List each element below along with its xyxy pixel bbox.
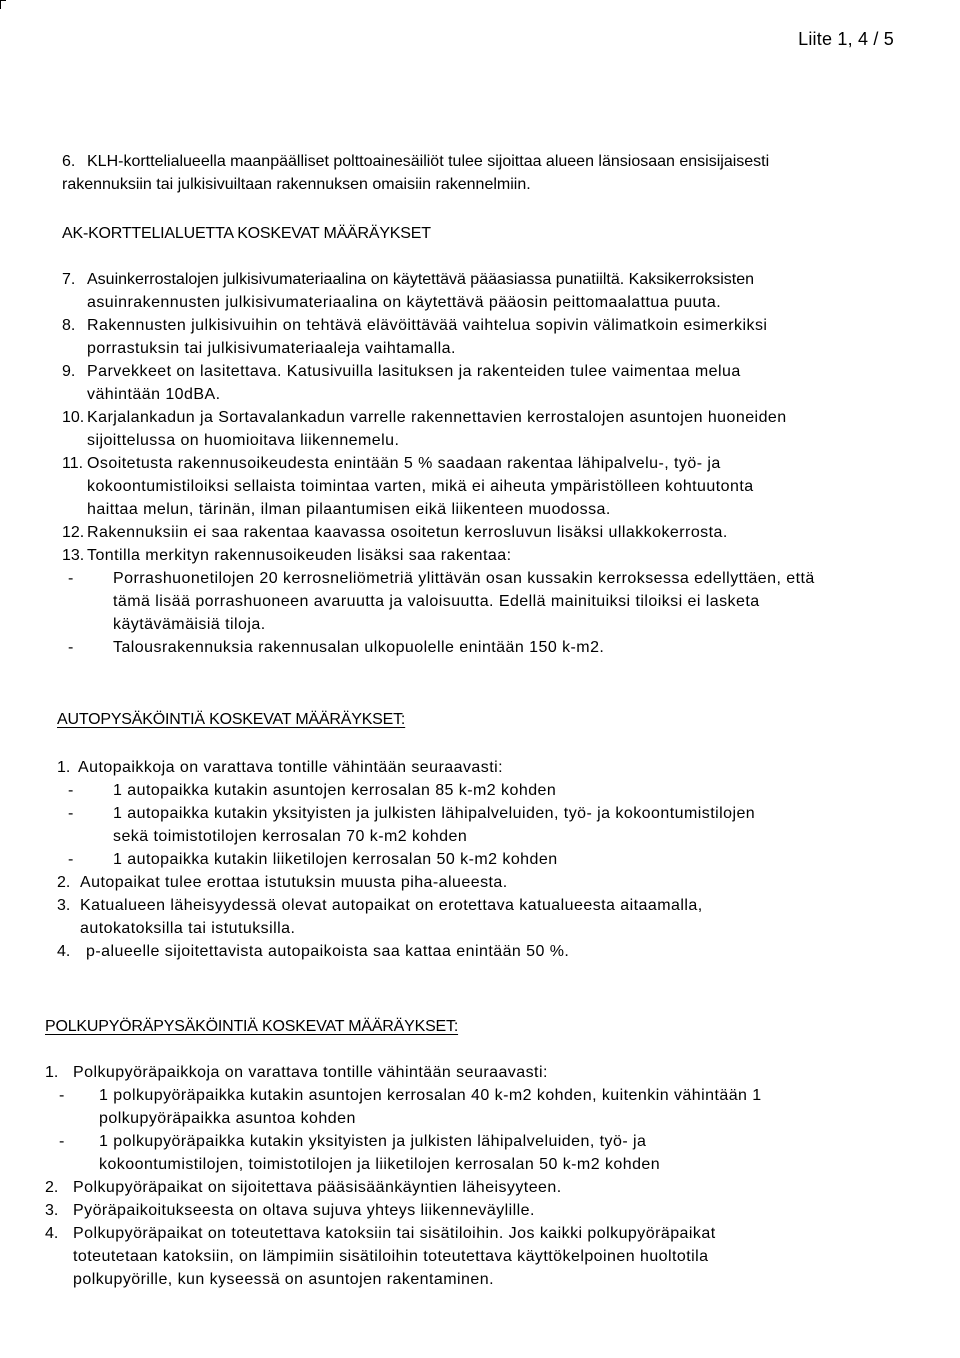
bullet-dash: - <box>68 639 74 656</box>
bullet-text-line: 1 autopaikka kutakin asuntojen kerrosalan 85 k-m2 kohden <box>113 782 557 799</box>
item-number: 4. <box>45 1225 59 1242</box>
item-number: 1. <box>57 759 71 776</box>
item-text-line: asuinrakennusten julkisivumateriaalina on käytettävä pääosin peittomaalattua puuta. <box>87 294 722 311</box>
item-text-line: kokoontumistiloiksi sellaista toimintaa varten, mikä ei aiheuta ympäristölleen kohtuutonta <box>87 478 754 495</box>
item-number: 6. <box>62 153 76 170</box>
item-text-line: vähintään 10dBA. <box>87 386 221 403</box>
item-number: 13. <box>62 547 85 564</box>
item-text-line: Polkupyöräpaikkoja on varattava tontille vähintään seuraavasti: <box>73 1064 548 1081</box>
bullet-text-line: Talousrakennuksia rakennusalan ulkopuolelle enintään 150 k-m2. <box>113 639 605 656</box>
item-text-line: Osoitetusta rakennusoikeudesta enintään 5 % saadaan rakentaa lähipalvelu-, työ- ja <box>87 455 721 472</box>
bullet-dash: - <box>59 1087 65 1104</box>
item-text-line: Rakennusten julkisivuihin on tehtävä elävöittävää vaihtelua sopivin välimatkoin esimerkiksi <box>87 317 768 334</box>
item-text-line: Parvekkeet on lasitettava. Katusivuilla lasituksen ja rakenteiden tulee vaimentaa melua <box>87 363 741 380</box>
item-text-line: KLH-korttelialueella maanpäälliset polttoainesäiliöt tulee sijoittaa alueen länsiosaan ensisijaisesti <box>87 153 770 170</box>
item-text-line: sijoittelussa on huomioitava liikennemelu. <box>87 432 400 449</box>
item-text-line: Rakennuksiin ei saa rakentaa kaavassa osoitetun kerrosluvun lisäksi ullakkokerrosta. <box>87 524 728 541</box>
item-text-line: Katualueen läheisyydessä olevat autopaikat on erotettava katualueesta aitaamalla, <box>80 897 703 914</box>
item-text-line: Autopaikat tulee erottaa istutuksin muusta piha-alueesta. <box>80 874 508 891</box>
item-text-line: Polkupyöräpaikat on sijoitettava pääsisäänkäyntien läheisyyteen. <box>73 1179 562 1196</box>
section-title-auto: AUTOPYSÄKÖINTIÄ KOSKEVAT MÄÄRÄYKSET: <box>57 711 406 728</box>
item-text-line: toteutetaan katoksiin, on lämpimiin sisätiloihin toteutettava käyttökelpoinen huoltotila <box>73 1248 709 1265</box>
bullet-text-line: 1 polkupyöräpaikka kutakin asuntojen kerrosalan 40 k-m2 kohden, kuitenkin vähintään 1 <box>99 1087 762 1104</box>
bullet-text-line: 1 autopaikka kutakin liiketilojen kerrosalan 50 k-m2 kohden <box>113 851 558 868</box>
item-text-line: p-alueelle sijoitettavista autopaikoista saa kattaa enintään 50 %. <box>86 943 570 960</box>
bullet-text-line: polkupyöräpaikka asuntoa kohden <box>99 1110 356 1127</box>
item-text-line: Karjalankadun ja Sortavalankadun varrelle rakennettavien kerrostalojen asuntojen huoneiden <box>87 409 787 426</box>
item-number: 2. <box>45 1179 59 1196</box>
bullet-dash: - <box>68 805 74 822</box>
item-number: 11. <box>62 455 84 472</box>
section-title-ak: AK-KORTTELIALUETTA KOSKEVAT MÄÄRÄYKSET <box>62 225 431 242</box>
bullet-text-line: kokoontumistilojen, toimistotilojen ja liiketilojen kerrosalan 50 k-m2 kohden <box>99 1156 661 1173</box>
item-number: 2. <box>57 874 71 891</box>
bullet-text-line: Porrashuonetilojen 20 kerrosneliömetriä ylittävän osan kussakin kerroksessa edellyttäen, että <box>113 570 815 587</box>
item-number: 8. <box>62 317 76 334</box>
item-text-line: Tontilla merkityn rakennusoikeuden lisäksi saa rakentaa: <box>87 547 512 564</box>
item-text-line: Polkupyöräpaikat on toteutettava katoksiin tai sisätiloihin. Jos kaikki polkupyöräpaikat <box>73 1225 716 1242</box>
item-number: 7. <box>62 271 76 288</box>
bullet-dash: - <box>59 1133 65 1150</box>
item-number: 3. <box>57 897 71 914</box>
item-number: 4. <box>57 943 71 960</box>
item-text-line: haittaa melun, tärinän, ilman pilaantumisen eikä liikenteen muodossa. <box>87 501 611 518</box>
item-text-line: autokatoksilla tai istutuksilla. <box>80 920 296 937</box>
item-number: 3. <box>45 1202 59 1219</box>
item-number: 12. <box>62 524 85 541</box>
page-corner-mark <box>0 0 6 9</box>
item-text-line: Pyöräpaikoitukseesta on oltava sujuva yhteys liikenneväylille. <box>73 1202 535 1219</box>
item-text-line: Asuinkerrostalojen julkisivumateriaalina on käytettävä pääasiassa punatiiltä. Kaksikerroksisten <box>87 271 755 288</box>
item-number: 10. <box>62 409 85 426</box>
bullet-text-line: 1 polkupyöräpaikka kutakin yksityisten ja julkisten lähipalveluiden, työ- ja <box>99 1133 647 1150</box>
bullet-text-line: 1 autopaikka kutakin yksityisten ja julkisten lähipalveluiden, työ- ja kokoontumistilojen <box>113 805 756 822</box>
bullet-text-line: sekä toimistotilojen kerrosalan 70 k-m2 kohden <box>113 828 468 845</box>
item-text-line: Autopaikkoja on varattava tontille vähintään seuraavasti: <box>78 759 504 776</box>
bullet-dash: - <box>68 851 74 868</box>
bullet-text-line: tämä lisää porrashuoneen avaruutta ja valoisuutta. Edellä mainituiksi tiloiksi ei lasketa <box>113 593 760 610</box>
bullet-text-line: käytävämäisiä tiloja. <box>113 616 266 633</box>
bullet-dash: - <box>68 782 74 799</box>
item-text-line: porrastuksin tai julkisivumateriaaleja vaihtamalla. <box>87 340 456 357</box>
bullet-dash: - <box>68 570 74 587</box>
item-text-line: polkupyörille, kun kyseessä on asuntojen rakentaminen. <box>73 1271 494 1288</box>
page-number-label: Liite 1, 4 / 5 <box>798 29 894 49</box>
item-number: 1. <box>45 1064 59 1081</box>
item-text-line: rakennuksiin tai julkisivuiltaan rakennuksen omaisiin rakennelmiin. <box>62 176 531 193</box>
section-title-bike: POLKUPYÖRÄPYSÄKÖINTIÄ KOSKEVAT MÄÄRÄYKSET: <box>45 1018 459 1035</box>
item-number: 9. <box>62 363 76 380</box>
